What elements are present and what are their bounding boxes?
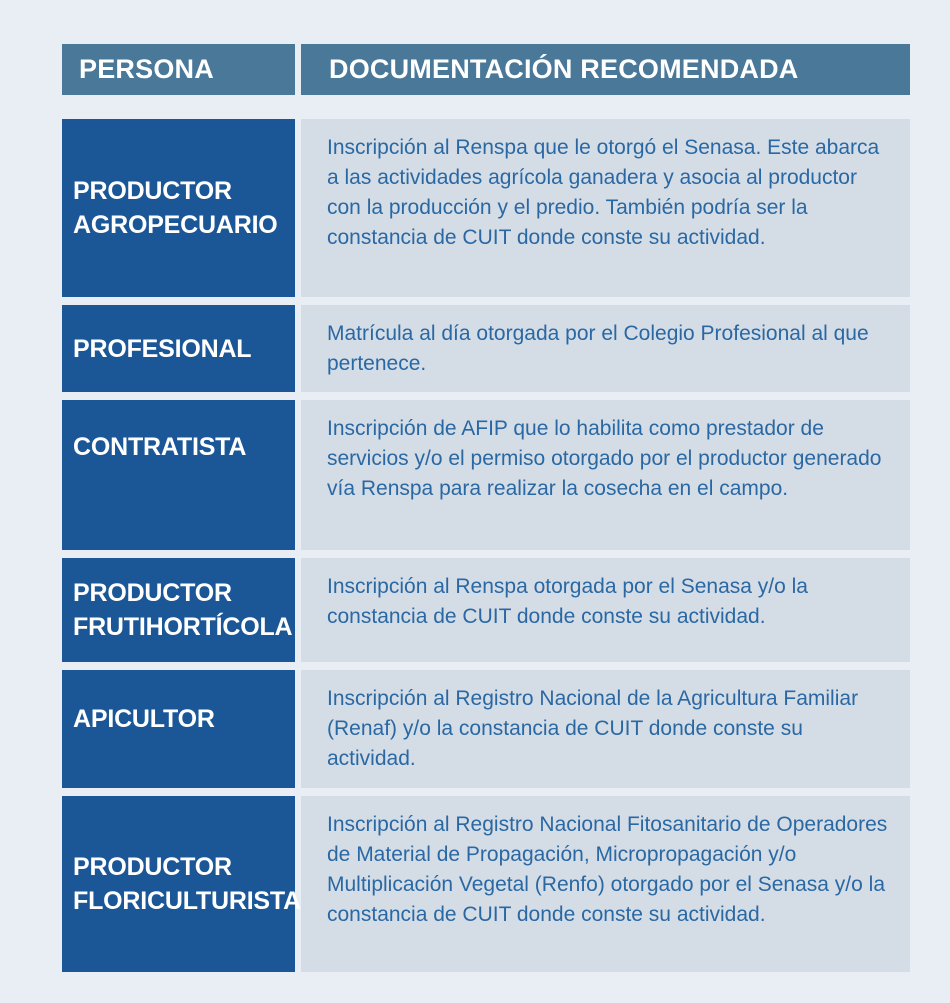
persona-cell: PRODUCTOR AGROPECUARIO [62, 119, 295, 297]
documentation-text: Inscripción al Renspa que le otorgó el Senasa. Este abarca a las actividades agrícola ganadera y asocia al productor con la producción y el predio. También podría ser la constancia de CUIT donde conste su actividad. [327, 136, 880, 249]
persona-cell: APICULTOR [62, 670, 295, 788]
table-header-row [62, 44, 910, 95]
table-row [62, 670, 910, 788]
documentation-cell [301, 558, 910, 662]
documentation-cell [301, 796, 910, 972]
documentation-text: Inscripción de AFIP que lo habilita como prestador de servicios y/o el permiso otorgado por el productor generado vía Renspa para realizar la cosecha en el campo. [327, 417, 882, 500]
documentation-text: Inscripción al Registro Nacional Fitosanitario de Operadores de Material de Propagación, Micropropagación y/o Multiplicación Vegetal (Renfo) otorgado por el Senasa y/o la constancia de CUIT donde conste su actividad. [327, 813, 888, 926]
documentation-text: Inscripción al Renspa otorgada por el Senasa y/o la constancia de CUIT donde conste su actividad. [327, 575, 808, 628]
table-row [62, 400, 910, 550]
documentation-cell [301, 670, 910, 788]
persona-cell: PROFESIONAL [62, 305, 295, 392]
documentation-cell [301, 119, 910, 297]
persona-cell: PRODUCTOR FRUTIHORTÍCOLA [62, 558, 295, 662]
header-persona: PERSONA [62, 44, 295, 95]
documentation-text: Matrícula al día otorgada por el Colegio Profesional al que pertenece. [327, 322, 869, 375]
table-row [62, 119, 910, 297]
table-row [62, 305, 910, 392]
documentation-cell [301, 400, 910, 550]
persona-cell: PRODUCTOR FLORICULTURISTA [62, 796, 295, 972]
persona-cell: CONTRATISTA [62, 400, 295, 550]
header-documentation: DOCUMENTACIÓN RECOMENDADA [301, 44, 910, 95]
documentation-cell [301, 305, 910, 392]
documentation-table [62, 44, 910, 972]
table-row [62, 558, 910, 662]
table-row [62, 796, 910, 972]
documentation-text: Inscripción al Registro Nacional de la Agricultura Familiar (Renaf) y/o la constancia de CUIT donde conste su actividad. [327, 687, 859, 770]
